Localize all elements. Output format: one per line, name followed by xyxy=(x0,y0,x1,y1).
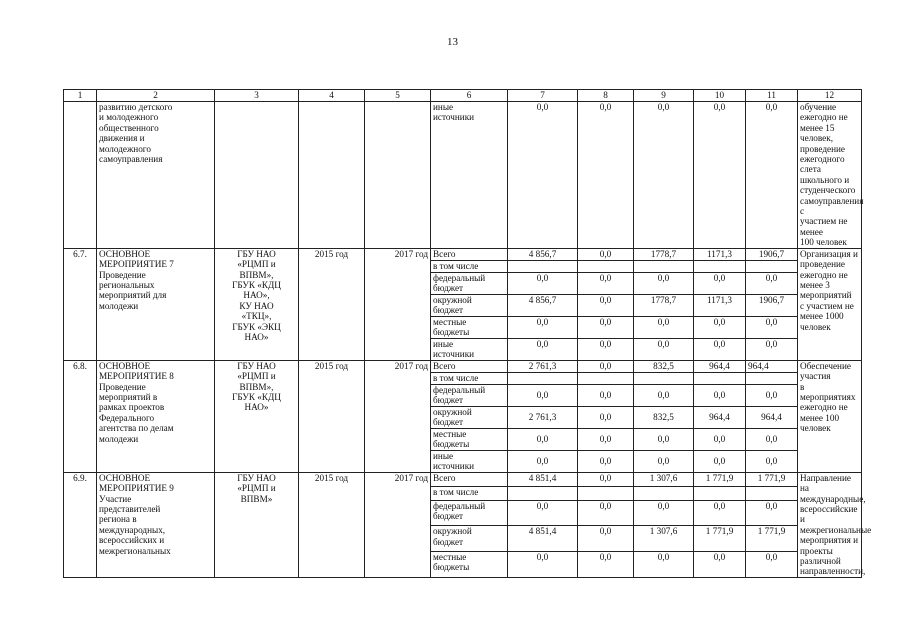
start-year-cell xyxy=(299,102,365,249)
amount-cell xyxy=(746,486,798,500)
amount-cell: 4 851,4 xyxy=(508,472,578,486)
expected-result: Направление на международные, всероссийские и межрегиональные мероприятия и проекты различной направленности, xyxy=(798,472,862,577)
page-number: 13 xyxy=(447,36,458,48)
amount-cell: 0,0 xyxy=(508,384,578,406)
amount-cell: 4 856,7 xyxy=(508,248,578,260)
column-header: 12 xyxy=(798,90,862,102)
amount-cell: 0,0 xyxy=(578,526,634,552)
amount-cell: 0,0 xyxy=(508,272,578,294)
column-header: 4 xyxy=(299,90,365,102)
executor-cell: ГБУ НАО «РЦМП и ВПВМ», ГБУК «КДЦ НАО», КУ НАО «ТКЦ», ГБУК «ЭКЦ НАО» xyxy=(215,248,299,360)
continuation-row xyxy=(64,102,862,249)
amount-cell: 0,0 xyxy=(578,552,634,578)
amount-cell: 0,0 xyxy=(634,384,694,406)
amount-cell xyxy=(694,260,746,272)
amount-cell: 0,0 xyxy=(578,428,634,450)
amount-cell: 0,0 xyxy=(634,316,694,338)
funding-source: федеральный бюджет xyxy=(431,500,508,526)
amount-cell xyxy=(694,486,746,500)
amount-cell: 0,0 xyxy=(578,406,634,428)
amount-cell: 0,0 xyxy=(746,338,798,360)
column-header: 10 xyxy=(694,90,746,102)
amount-cell: 0,0 xyxy=(578,102,634,249)
column-header: 11 xyxy=(746,90,798,102)
executor-cell: ГБУ НАО «РЦМП и ВПВМ» xyxy=(215,472,299,577)
activity-number: 6.8. xyxy=(64,360,97,472)
amount-cell: 4 856,7 xyxy=(508,294,578,316)
amount-cell: 0,0 xyxy=(694,428,746,450)
amount-cell: 0,0 xyxy=(746,272,798,294)
funding-source: в том числе xyxy=(431,486,508,500)
funding-source: окружной бюджет xyxy=(431,406,508,428)
amount-cell: 0,0 xyxy=(578,316,634,338)
amount-cell: 0,0 xyxy=(508,428,578,450)
amount-cell: 0,0 xyxy=(578,472,634,486)
amount-cell xyxy=(578,486,634,500)
amount-cell: 0,0 xyxy=(746,316,798,338)
amount-cell: 0,0 xyxy=(694,500,746,526)
amount-cell: 0,0 xyxy=(746,500,798,526)
activity-row xyxy=(64,472,862,486)
amount-cell: 1171,3 xyxy=(694,248,746,260)
amount-cell: 2 761,3 xyxy=(508,360,578,372)
amount-cell: 0,0 xyxy=(578,272,634,294)
amount-cell: 1 771,9 xyxy=(694,526,746,552)
funding-source: местные бюджеты xyxy=(431,552,508,578)
amount-cell: 0,0 xyxy=(694,450,746,472)
amount-cell: 0,0 xyxy=(746,450,798,472)
amount-cell: 0,0 xyxy=(508,500,578,526)
amount-cell xyxy=(746,372,798,384)
amount-cell xyxy=(694,372,746,384)
amount-cell: 0,0 xyxy=(694,102,746,249)
column-header: 8 xyxy=(578,90,634,102)
amount-cell xyxy=(578,260,634,272)
amount-cell: 1906,7 xyxy=(746,294,798,316)
expected-result: Обеспечение участия в мероприятиях ежегодно не менее 100 человек xyxy=(798,360,862,472)
amount-cell: 0,0 xyxy=(746,428,798,450)
activity-row xyxy=(64,248,862,260)
amount-cell: 1778,7 xyxy=(634,294,694,316)
amount-cell: 0,0 xyxy=(694,338,746,360)
amount-cell: 1 771,9 xyxy=(746,526,798,552)
amount-cell: 0,0 xyxy=(508,338,578,360)
amount-cell xyxy=(578,372,634,384)
amount-cell: 1171,3 xyxy=(694,294,746,316)
funding-source: иные источники xyxy=(431,102,508,249)
funding-source: Всего xyxy=(431,360,508,372)
amount-cell: 832,5 xyxy=(634,406,694,428)
funding-source: в том числе xyxy=(431,260,508,272)
amount-cell: 0,0 xyxy=(634,428,694,450)
amount-cell: 964,4 xyxy=(746,406,798,428)
amount-cell: 0,0 xyxy=(694,384,746,406)
amount-cell xyxy=(508,260,578,272)
amount-cell: 1906,7 xyxy=(746,248,798,260)
funding-source: иные источники xyxy=(431,450,508,472)
column-header: 6 xyxy=(431,90,508,102)
column-header: 3 xyxy=(215,90,299,102)
amount-cell: 0,0 xyxy=(634,500,694,526)
amount-cell xyxy=(634,372,694,384)
amount-cell: 0,0 xyxy=(578,248,634,260)
funding-source: иные источники xyxy=(431,338,508,360)
start-year-cell: 2015 год xyxy=(299,472,365,577)
funding-source: окружной бюджет xyxy=(431,294,508,316)
funding-source: Всего xyxy=(431,472,508,486)
amount-cell: 0,0 xyxy=(578,450,634,472)
amount-cell: 1 771,9 xyxy=(694,472,746,486)
activity-description: развитию детского и молодежного общественного движения и молодежного самоуправления xyxy=(97,102,215,249)
activity-description: ОСНОВНОЕ МЕРОПРИЯТИЕ 7 Проведение региональных мероприятий для молодежи xyxy=(97,248,215,360)
amount-cell: 4 851,4 xyxy=(508,526,578,552)
end-year-cell: 2017 год xyxy=(365,248,431,360)
amount-cell: 0,0 xyxy=(694,316,746,338)
activity-description: ОСНОВНОЕ МЕРОПРИЯТИЕ 9 Участие представителей региона в международных, всероссийских и межрегиональных xyxy=(97,472,215,577)
amount-cell: 0,0 xyxy=(694,552,746,578)
amount-cell: 0,0 xyxy=(634,338,694,360)
amount-cell: 832,5 xyxy=(634,360,694,372)
amount-cell: 964,4 xyxy=(746,360,798,372)
amount-cell: 0,0 xyxy=(508,552,578,578)
amount-cell: 0,0 xyxy=(694,272,746,294)
amount-cell: 0,0 xyxy=(746,552,798,578)
amount-cell: 0,0 xyxy=(508,450,578,472)
funding-source: федеральный бюджет xyxy=(431,272,508,294)
amount-cell: 1 771,9 xyxy=(746,472,798,486)
amount-cell: 0,0 xyxy=(634,102,694,249)
amount-cell: 0,0 xyxy=(634,272,694,294)
program-activities-table xyxy=(63,89,872,578)
amount-cell: 0,0 xyxy=(578,500,634,526)
amount-cell: 0,0 xyxy=(578,338,634,360)
expected-result: обучение ежегодно не менее 15 человек, проведение ежегодного слета школьного и студенческого самоуправления с участием не менее 100 человек xyxy=(798,102,862,249)
amount-cell: 0,0 xyxy=(508,316,578,338)
amount-cell: 964,4 xyxy=(694,360,746,372)
start-year-cell: 2015 год xyxy=(299,248,365,360)
amount-cell xyxy=(746,260,798,272)
activity-description: ОСНОВНОЕ МЕРОПРИЯТИЕ 8 Проведение мероприятий в рамках проектов Федерального агентства по делам молодежи xyxy=(97,360,215,472)
end-year-cell: 2017 год xyxy=(365,360,431,472)
amount-cell: 0,0 xyxy=(746,384,798,406)
executor-cell: ГБУ НАО «РЦМП и ВПВМ», ГБУК «КДЦ НАО» xyxy=(215,360,299,472)
header-row xyxy=(64,90,862,102)
funding-source: в том числе xyxy=(431,372,508,384)
activity-number: 6.9. xyxy=(64,472,97,577)
amount-cell: 1778,7 xyxy=(634,248,694,260)
amount-cell: 1 307,6 xyxy=(634,526,694,552)
amount-cell: 0,0 xyxy=(578,360,634,372)
activity-number: 6.7. xyxy=(64,248,97,360)
amount-cell: 0,0 xyxy=(634,450,694,472)
amount-cell xyxy=(508,372,578,384)
end-year-cell: 2017 год xyxy=(365,472,431,577)
column-header: 1 xyxy=(64,90,97,102)
amount-cell: 2 761,3 xyxy=(508,406,578,428)
funding-source: местные бюджеты xyxy=(431,428,508,450)
expected-result: Организация и проведение ежегодно не менее 3 мероприятий с участием не менее 1000 человек xyxy=(798,248,862,360)
amount-cell xyxy=(508,486,578,500)
amount-cell xyxy=(634,486,694,500)
amount-cell: 964,4 xyxy=(694,406,746,428)
funding-source: окружной бюджет xyxy=(431,526,508,552)
amount-cell: 1 307,6 xyxy=(634,472,694,486)
column-header: 9 xyxy=(634,90,694,102)
amount-cell: 0,0 xyxy=(634,552,694,578)
row-number-cell xyxy=(64,102,97,249)
column-header: 2 xyxy=(97,90,215,102)
column-header: 7 xyxy=(508,90,578,102)
start-year-cell: 2015 год xyxy=(299,360,365,472)
end-year-cell xyxy=(365,102,431,249)
column-header: 5 xyxy=(365,90,431,102)
funding-source: федеральный бюджет xyxy=(431,384,508,406)
funding-source: местные бюджеты xyxy=(431,316,508,338)
amount-cell: 0,0 xyxy=(578,384,634,406)
amount-cell: 0,0 xyxy=(578,294,634,316)
executor-cell xyxy=(215,102,299,249)
funding-source: Всего xyxy=(431,248,508,260)
activity-row xyxy=(64,360,862,372)
amount-cell: 0,0 xyxy=(508,102,578,249)
amount-cell xyxy=(634,260,694,272)
amount-cell: 0,0 xyxy=(746,102,798,249)
